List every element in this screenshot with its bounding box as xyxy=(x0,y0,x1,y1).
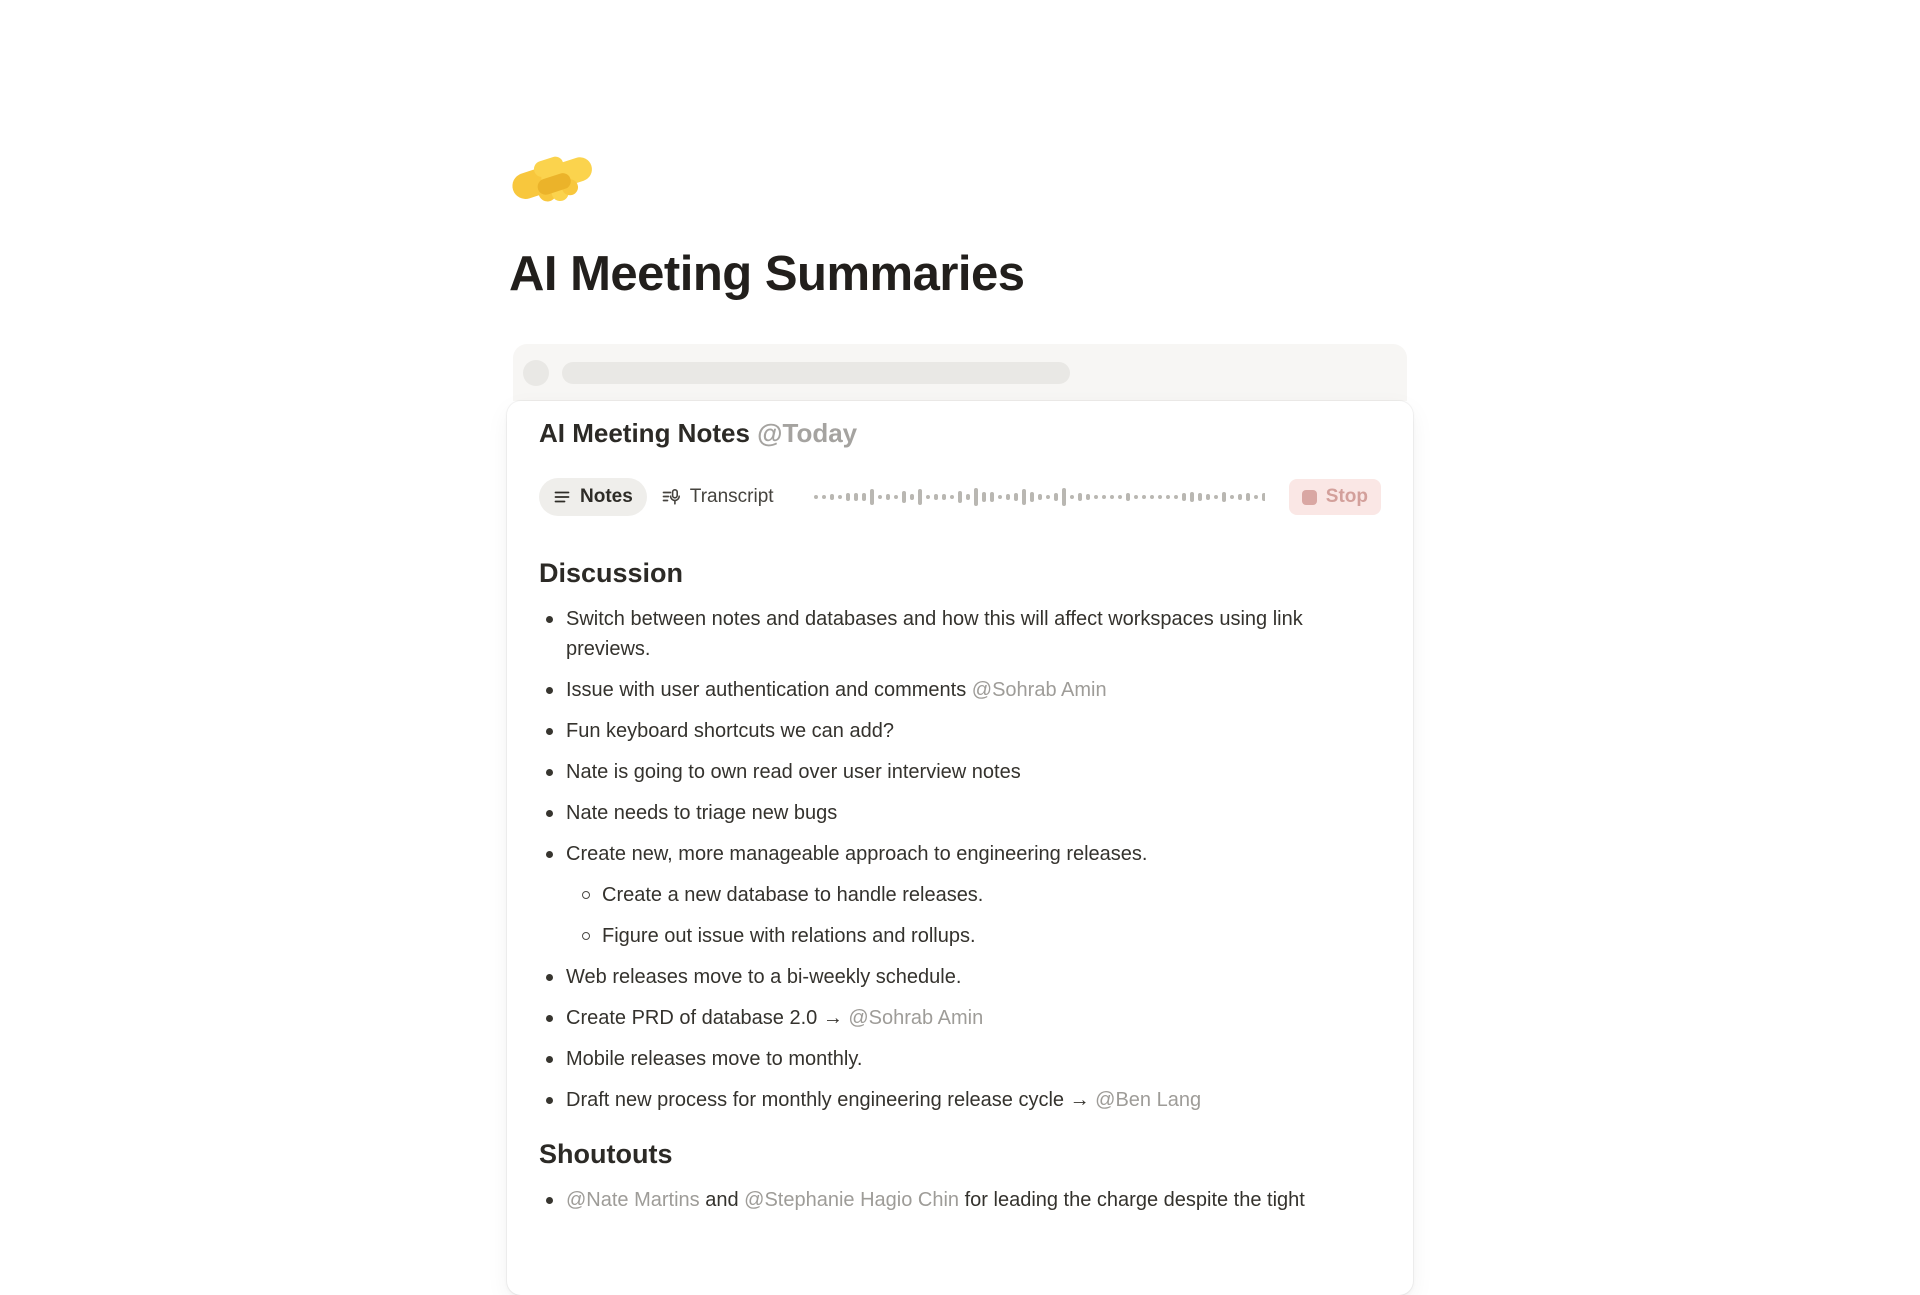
list-item-text xyxy=(566,839,1381,869)
page-content-column xyxy=(507,0,1413,1295)
waveform-bar xyxy=(1158,495,1162,499)
text-segment: Create PRD of database 2.0 → xyxy=(566,1007,849,1030)
waveform-bar xyxy=(1174,495,1178,499)
waveform-bar xyxy=(1110,495,1114,499)
list-item xyxy=(539,1003,1381,1033)
bullet-marker xyxy=(539,1185,566,1215)
bullet-marker xyxy=(539,675,566,705)
list-item xyxy=(539,839,1381,869)
bullet-marker xyxy=(539,716,566,746)
bullet-marker xyxy=(539,798,566,828)
list-item-text xyxy=(566,1044,1381,1074)
waveform-bar xyxy=(1238,494,1242,500)
section-heading: Discussion xyxy=(539,558,684,589)
section-shoutouts xyxy=(539,1139,1381,1215)
text-segment: for leading the charge despite the tight xyxy=(959,1189,1305,1212)
waveform-bar xyxy=(1134,495,1138,499)
waveform-bar xyxy=(846,493,850,501)
list-item-text xyxy=(566,716,1381,746)
page-title: AI Meeting Summaries xyxy=(509,247,1025,301)
waveform-bar xyxy=(886,494,890,500)
list-item-text xyxy=(566,604,1381,664)
text-segment: Create a new database to handle releases. xyxy=(602,884,984,907)
waveform-bar xyxy=(918,489,922,505)
bullet-list xyxy=(539,604,1381,1115)
text-segment: Fun keyboard shortcuts we can add? xyxy=(566,720,894,743)
list-item xyxy=(539,675,1381,705)
waveform-bar xyxy=(1062,488,1066,506)
meeting-note-card xyxy=(507,401,1413,1295)
bullet-marker xyxy=(575,880,602,910)
section-heading: Shoutouts xyxy=(539,1139,673,1170)
bullet-marker xyxy=(539,1085,566,1115)
waveform-bar xyxy=(1054,493,1058,501)
list-item xyxy=(539,962,1381,992)
bullet-list xyxy=(539,1185,1381,1215)
mention[interactable]: @Sohrab Amin xyxy=(848,1007,984,1030)
waveform-bar xyxy=(1014,493,1018,501)
text-segment: Nate needs to triage new bugs xyxy=(566,802,838,825)
text-segment: Figure out issue with relations and rollups. xyxy=(602,925,976,948)
text-segment: and xyxy=(699,1189,745,1212)
stop-recording-button[interactable] xyxy=(1289,479,1381,515)
text-segment: Nate is going to own read over user interview notes xyxy=(566,761,1021,784)
bullet-marker xyxy=(539,1044,566,1074)
text-segment: Draft new process for monthly engineering release cycle → xyxy=(566,1089,1096,1112)
waveform-bar xyxy=(1190,492,1194,502)
waveform-bar xyxy=(1006,494,1010,500)
waveform-bar xyxy=(1262,493,1265,501)
waveform-bar xyxy=(1142,495,1146,499)
stop-square-icon xyxy=(1302,490,1317,505)
list-item xyxy=(575,921,1381,951)
list-item xyxy=(539,1085,1381,1115)
tab-notes-label: Notes xyxy=(580,486,633,508)
waveform-bar xyxy=(1102,495,1106,499)
mention[interactable]: @Stephanie Hagio Chin xyxy=(744,1189,960,1212)
waveform-bar xyxy=(830,494,834,500)
waveform-bar xyxy=(974,488,978,506)
waveform-bar xyxy=(1118,495,1122,499)
text-segment: Create new, more manageable approach to engineering releases. xyxy=(566,843,1148,866)
waveform-bar xyxy=(1182,493,1186,501)
mock-window-topbar xyxy=(513,344,1407,401)
waveform-bar xyxy=(822,495,826,499)
list-item xyxy=(539,604,1381,664)
tab-transcript[interactable] xyxy=(647,478,788,516)
list-item-text xyxy=(602,921,1381,951)
waveform-bar xyxy=(1214,495,1218,499)
waveform-bar xyxy=(894,495,898,499)
waveform-bar xyxy=(1038,494,1042,500)
waveform-bar xyxy=(998,495,1002,499)
meeting-notes-block xyxy=(507,344,1413,1295)
bullet-marker xyxy=(539,962,566,992)
waveform-bar xyxy=(1206,494,1210,500)
waveform-bar xyxy=(1222,492,1226,502)
waveform-bar xyxy=(1094,495,1098,499)
waveform-bar xyxy=(1254,495,1258,499)
bullet-marker xyxy=(575,921,602,951)
list-item xyxy=(539,1044,1381,1074)
waveform-bar xyxy=(926,495,930,499)
bullet-marker xyxy=(539,757,566,787)
waveform-bar xyxy=(902,491,906,503)
waveform-bar xyxy=(870,489,874,505)
list-item-text xyxy=(566,798,1381,828)
mention[interactable]: @Nate Martins xyxy=(566,1189,700,1212)
waveform-bar xyxy=(878,495,882,499)
note-title-row xyxy=(539,416,1381,450)
waveform-bar xyxy=(1246,493,1250,501)
list-item xyxy=(539,1185,1381,1215)
list-item-text xyxy=(566,675,1381,705)
stop-button-label: Stop xyxy=(1325,486,1368,508)
waveform-bar xyxy=(1030,492,1034,502)
tab-notes[interactable] xyxy=(539,478,647,516)
list-item xyxy=(575,880,1381,910)
waveform-bar xyxy=(862,493,866,501)
list-item-text xyxy=(566,962,1381,992)
note-title: AI Meeting Notes xyxy=(539,418,750,449)
text-segment: Switch between notes and databases and how this will affect workspaces using link previews. xyxy=(566,608,1303,661)
transcript-mic-icon xyxy=(661,487,681,507)
handshake-emoji-icon xyxy=(507,136,599,218)
list-item-text xyxy=(566,1185,1381,1215)
note-toolbar xyxy=(539,476,1381,518)
waveform-bar xyxy=(1166,495,1170,499)
bullet-marker xyxy=(539,1003,566,1033)
list-item-text xyxy=(566,1003,1381,1033)
list-item-text xyxy=(566,1085,1381,1115)
text-segment: Issue with user authentication and comments xyxy=(566,679,972,702)
waveform-bar xyxy=(1078,493,1082,501)
waveform-bar xyxy=(1070,495,1074,499)
waveform-bar xyxy=(854,493,858,501)
avatar-placeholder xyxy=(523,360,549,386)
waveform-bar xyxy=(1198,493,1202,501)
waveform-bar xyxy=(838,495,842,499)
mention[interactable]: @Sohrab Amin xyxy=(971,679,1107,702)
bullet-marker xyxy=(539,839,566,869)
waveform-bar xyxy=(1230,495,1234,499)
text-segment: Web releases move to a bi-weekly schedule. xyxy=(566,966,962,989)
waveform-bar xyxy=(982,492,986,502)
waveform-bar xyxy=(1126,493,1130,501)
waveform-bar xyxy=(1022,489,1026,505)
waveform-bar xyxy=(950,495,954,499)
list-item-text xyxy=(566,757,1381,787)
waveform-bar xyxy=(966,494,970,500)
bullet-marker xyxy=(539,604,566,634)
audio-waveform xyxy=(814,485,1265,509)
waveform-bar xyxy=(910,494,914,500)
text-segment: Mobile releases move to monthly. xyxy=(566,1048,863,1071)
waveform-bar xyxy=(1086,494,1090,500)
note-date-mention[interactable]: @Today xyxy=(757,418,858,449)
waveform-bar xyxy=(942,494,946,500)
waveform-bar xyxy=(814,495,818,499)
waveform-bar xyxy=(1150,495,1154,499)
note-sections xyxy=(539,558,1381,1215)
list-item xyxy=(539,798,1381,828)
tab-transcript-label: Transcript xyxy=(689,486,774,508)
list-item-text xyxy=(602,880,1381,910)
mention[interactable]: @Ben Lang xyxy=(1095,1089,1202,1112)
waveform-bar xyxy=(990,492,994,502)
waveform-bar xyxy=(1046,495,1050,499)
window-title-placeholder xyxy=(562,362,1070,384)
list-item xyxy=(539,716,1381,746)
waveform-bar xyxy=(934,494,938,500)
list-item xyxy=(539,757,1381,787)
section-discussion xyxy=(539,558,1381,1115)
notes-lines-icon xyxy=(553,488,571,506)
waveform-bar xyxy=(958,491,962,503)
